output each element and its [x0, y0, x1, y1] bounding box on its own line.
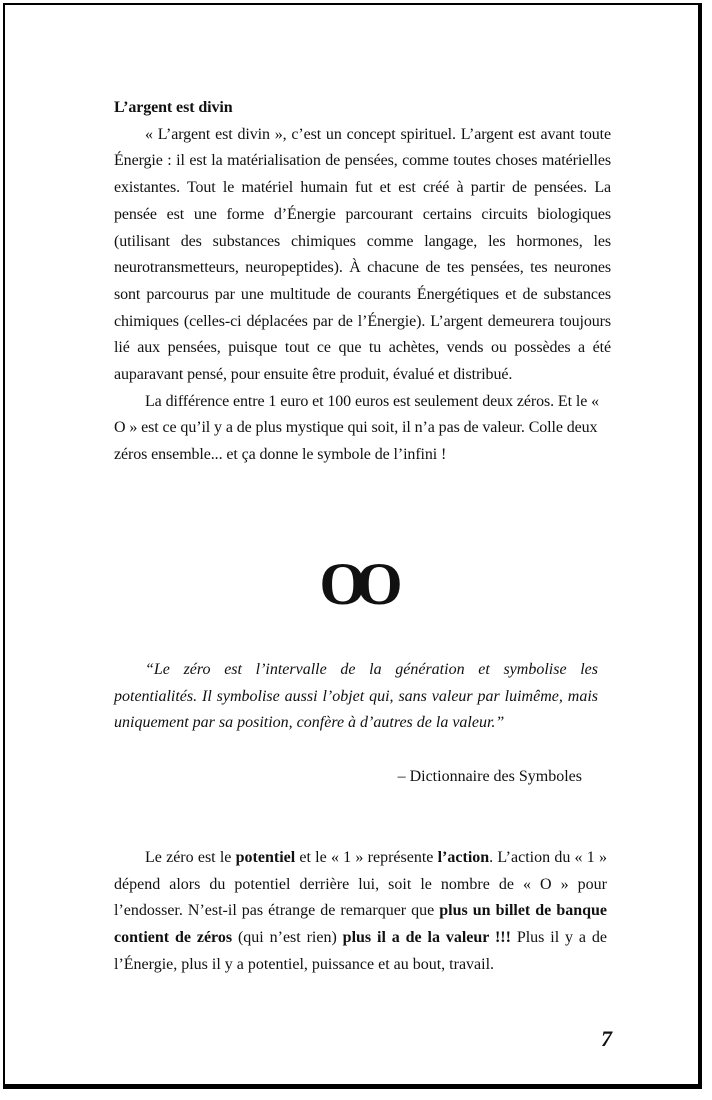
main-text: [114, 95, 611, 469]
closing-paragraph: [114, 845, 607, 979]
paragraph-1: « L’argent est divin », c’est un concept spirituel. L’argent est avant toute Énergie : il est la matérialisation de pensées, comme toutes choses matérielles existantes. Tout le matériel humain fut et est créé à partir de pensées. La pensée est une forme d’Énergie parcourant certains circuits biologiques (utilisant des substances chimiques comme langage, les hormones, les neurotransmetteurs, neuropeptides). À chacune de tes pensées, tes neurones sont parcourus par une multitude de courants Énergétiques et de substances chimiques (celles-ci déplacées par de l’Énergie). L’argent demeurera toujours lié aux pensées, puisque tout ce que tu achètes, vends ou possèdes a été auparavant pensé, pour ensuite être produit, évalué et distribué.: [114, 125, 611, 384]
closing-text-3: . L’action du « 1 » dépend alors du potentiel derrière lui, soit le nombre de « O » pour l’endosser. N’est-il pas étrange de remarquer que: [114, 849, 608, 920]
quote-text: “Le zéro est l’intervalle de la génération et symbolise les potentialités. Il symbolise aussi l’objet qui, sans valeur par luimême, mais uniquement par sa position, confère à d’autres de la valeur.”: [114, 661, 598, 732]
closing-bold-billet: plus un billet de banque contient de zéros: [114, 902, 608, 947]
closing-bold-valeur: plus il a de la valeur !!!: [342, 929, 511, 947]
paragraph-2: La différence entre 1 euro et 100 euros est seulement deux zéros. Et le « O » est ce qu’il y a de plus mystique qui soit, il n’a pas de valeur. Colle deux zéros ensemble... et ça donne le symbole de l’infini !: [114, 392, 599, 464]
closing-text-4: (qui n’est rien): [232, 929, 343, 947]
quote-block: [114, 657, 598, 737]
closing-bold-potential: potentiel: [235, 849, 296, 866]
closing-text-1: Le zéro est le: [145, 849, 236, 866]
section-title: L’argent est divin: [114, 99, 233, 116]
quote-attribution: – Dictionnaire des Symboles: [397, 768, 582, 785]
closing-text: [114, 845, 607, 979]
closing-bold-action: l’action: [437, 849, 490, 866]
infinity-symbol: OO: [319, 551, 393, 617]
closing-text-2: et le « 1 » représente: [295, 849, 438, 866]
page-number: 7: [601, 1026, 612, 1051]
closing-text-5: Plus il y a de l’Énergie, plus il y a potentiel, puissance et au bout, travail.: [114, 929, 608, 973]
